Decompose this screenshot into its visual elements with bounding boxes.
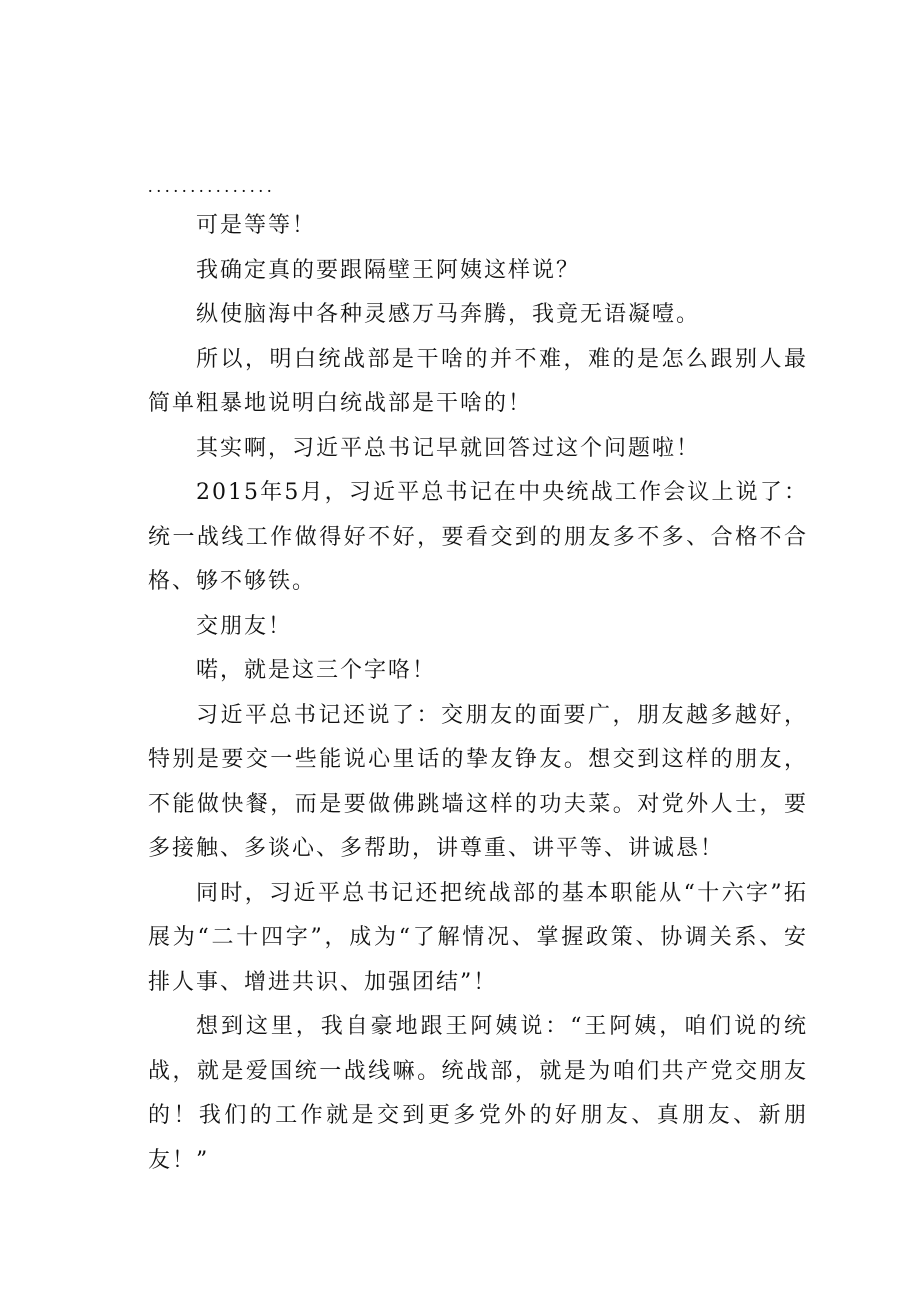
paragraph-4: 所以，明白统战部是干啥的并不难，难的是怎么跟别人最简单粗暴地说明白统战部是干啥的！ [148, 346, 808, 416]
paragraph-3: 纵使脑海中各种灵感万马奔腾，我竟无语凝噎。 [196, 302, 701, 327]
paragraph-10: 同时，习近平总书记还把统战部的基本职能从“十六字”拓展为“二十四字”，成为“了解情况、掌握政策、协调关系、安排人事、增进共识、加强团结”！ [148, 880, 808, 995]
paragraph-9: 习近平总书记还说了：交朋友的面要广，朋友越多越好，特别是要交一些能说心里话的挚友铮友。想交到这样的朋友，不能做快餐，而是要做佛跳墙这样的功夫菜。对党外人士，要多接触、多谈心、多帮助，讲尊重、讲平等、讲诚恳！ [148, 702, 808, 861]
paragraph-7: 交朋友！ [196, 613, 293, 639]
paragraph-6: 2015年5月，习近平总书记在中央统战工作会议上说了：统一战线工作做得好不好，要看交到的朋友多不多、合格不合格、够不够铁。 [148, 480, 808, 594]
paragraph-11: 想到这里，我自豪地跟王阿姨说：“王阿姨，咱们说的统战，就是爱国统一战线嘛。统战部，就是为咱们共产党交朋友的！我们的工作就是交到更多党外的好朋友、真朋友、新朋友！” [148, 1014, 808, 1173]
article-body [148, 168, 808, 1183]
ellipsis-line: ............... [148, 176, 276, 196]
paragraph-5: 其实啊，习近平总书记早就回答过这个问题啦！ [196, 435, 701, 461]
paragraph-8: 喏，就是这三个字咯！ [196, 658, 437, 683]
paragraph-1: 可是等等！ [196, 213, 317, 238]
paragraph-2: 我确定真的要跟隔壁王阿姨这样说？ [196, 257, 581, 283]
